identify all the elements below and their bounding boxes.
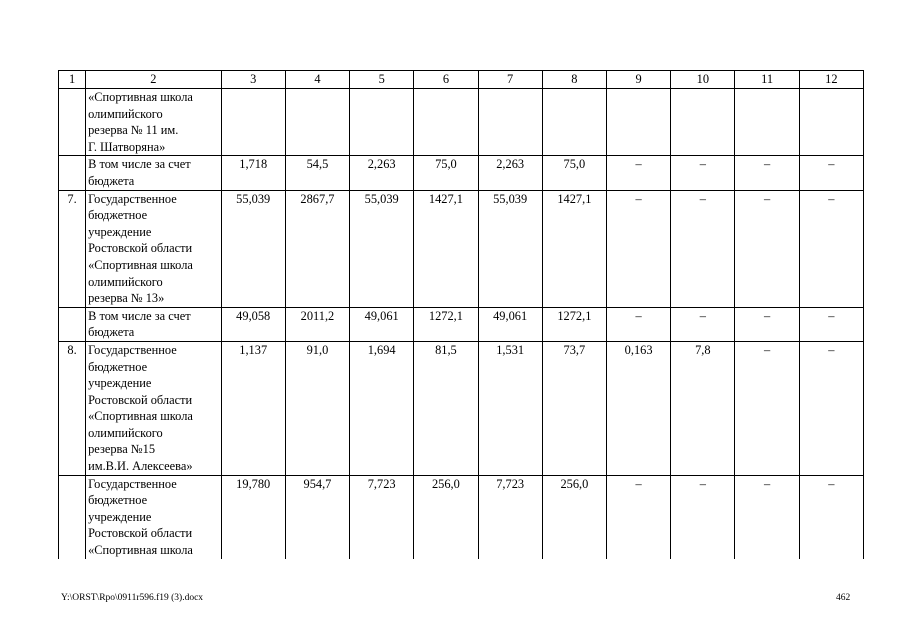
- value-cell: 55,039: [478, 190, 542, 307]
- page-number: 462: [836, 593, 851, 603]
- value-cell: 1272,1: [414, 307, 478, 341]
- value-cell: 1427,1: [542, 190, 606, 307]
- name-line: Государственное: [88, 191, 177, 206]
- institution-name: [86, 156, 222, 190]
- value-cell: –: [799, 341, 863, 475]
- value-cell: –: [799, 190, 863, 307]
- value-cell: [285, 89, 349, 156]
- value-cell: 256,0: [414, 475, 478, 558]
- name-line: «Спортивная школа: [88, 90, 193, 104]
- header-cell: 1: [59, 71, 86, 89]
- name-line: резерва № 13»: [88, 291, 165, 306]
- institution-name: [86, 89, 222, 156]
- value-cell: 7,723: [478, 475, 542, 558]
- name-line: бюджета: [88, 173, 135, 188]
- name-line: Ростовской области: [88, 241, 193, 256]
- value-cell: 0,163: [607, 341, 671, 475]
- table-row: [59, 307, 864, 341]
- institution-name: [86, 341, 222, 475]
- name-line: Ростовской области: [88, 526, 193, 541]
- name-line: «Спортивная школа: [88, 543, 193, 558]
- table-header-row: [59, 71, 864, 89]
- value-cell: [542, 89, 606, 156]
- value-cell: 1427,1: [414, 190, 478, 307]
- name-line: бюджетное: [88, 359, 148, 374]
- value-cell: –: [735, 156, 799, 190]
- value-cell: 75,0: [414, 156, 478, 190]
- row-number: [59, 156, 86, 190]
- name-line: учреждение: [88, 376, 152, 391]
- name-line: резерва № 11 им.: [88, 123, 179, 138]
- institution-name: [86, 190, 222, 307]
- name-line: им.В.И. Алексеева»: [88, 459, 193, 474]
- header-cell: 2: [86, 71, 222, 89]
- name-line: резерва №15: [88, 442, 156, 457]
- table-row: [59, 190, 864, 307]
- header-cell: 10: [671, 71, 735, 89]
- row-number: [59, 89, 86, 156]
- value-cell: –: [735, 307, 799, 341]
- row-number: 7.: [59, 190, 86, 307]
- value-cell: 7,8: [671, 341, 735, 475]
- value-cell: [350, 89, 414, 156]
- value-cell: 2011,2: [285, 307, 349, 341]
- header-cell: 12: [799, 71, 863, 89]
- institution-name: [86, 307, 222, 341]
- value-cell: –: [607, 156, 671, 190]
- value-cell: 19,780: [221, 475, 285, 558]
- value-cell: 73,7: [542, 341, 606, 475]
- value-cell: –: [671, 307, 735, 341]
- value-cell: 54,5: [285, 156, 349, 190]
- value-cell: –: [799, 156, 863, 190]
- name-line: Государственное: [88, 476, 177, 491]
- name-line: бюджетное: [88, 208, 148, 223]
- header-cell: 5: [350, 71, 414, 89]
- name-line: бюджетное: [88, 493, 148, 508]
- row-number: [59, 307, 86, 341]
- name-line: В том числе за счет: [88, 308, 191, 323]
- header-cell: 11: [735, 71, 799, 89]
- name-line: «Спортивная школа: [88, 409, 193, 424]
- value-cell: 49,061: [478, 307, 542, 341]
- value-cell: –: [799, 307, 863, 341]
- name-line: олимпийского: [88, 274, 163, 289]
- row-number: [59, 475, 86, 558]
- value-cell: 1,718: [221, 156, 285, 190]
- institution-name: [86, 475, 222, 558]
- name-line: учреждение: [88, 224, 152, 239]
- value-cell: [478, 89, 542, 156]
- value-cell: –: [735, 190, 799, 307]
- header-cell: 9: [607, 71, 671, 89]
- row-number: 8.: [59, 341, 86, 475]
- value-cell: –: [671, 190, 735, 307]
- value-cell: 2,263: [350, 156, 414, 190]
- value-cell: 1,137: [221, 341, 285, 475]
- value-cell: –: [735, 341, 799, 475]
- value-cell: [221, 89, 285, 156]
- header-cell: 7: [478, 71, 542, 89]
- value-cell: 1272,1: [542, 307, 606, 341]
- name-line: учреждение: [88, 509, 152, 524]
- value-cell: 2,263: [478, 156, 542, 190]
- value-cell: 2867,7: [285, 190, 349, 307]
- table-row: [59, 475, 864, 558]
- value-cell: –: [607, 307, 671, 341]
- value-cell: 256,0: [542, 475, 606, 558]
- value-cell: 954,7: [285, 475, 349, 558]
- header-cell: 6: [414, 71, 478, 89]
- header-cell: 3: [221, 71, 285, 89]
- file-path: Y:\ORST\Rpo\0911r596.f19 (3).docx: [61, 593, 204, 603]
- value-cell: 81,5: [414, 341, 478, 475]
- value-cell: –: [799, 475, 863, 558]
- value-cell: –: [607, 190, 671, 307]
- value-cell: –: [607, 475, 671, 558]
- value-cell: –: [671, 156, 735, 190]
- name-line: В том числе за счет: [88, 157, 191, 172]
- value-cell: 55,039: [350, 190, 414, 307]
- header-cell: 4: [285, 71, 349, 89]
- name-line: бюджета: [88, 325, 135, 340]
- name-line: «Спортивная школа: [88, 257, 193, 272]
- table-row: [59, 156, 864, 190]
- value-cell: 7,723: [350, 475, 414, 558]
- name-line: олимпийского: [88, 106, 163, 121]
- name-line: Ростовской области: [88, 392, 193, 407]
- name-line: олимпийского: [88, 425, 163, 440]
- table-row: [59, 89, 864, 156]
- value-cell: [607, 89, 671, 156]
- value-cell: 75,0: [542, 156, 606, 190]
- value-cell: 49,061: [350, 307, 414, 341]
- data-table: [58, 70, 864, 559]
- value-cell: 91,0: [285, 341, 349, 475]
- value-cell: 49,058: [221, 307, 285, 341]
- value-cell: –: [735, 475, 799, 558]
- value-cell: [671, 89, 735, 156]
- value-cell: [799, 89, 863, 156]
- name-line: Государственное: [88, 342, 177, 357]
- header-cell: 8: [542, 71, 606, 89]
- value-cell: [735, 89, 799, 156]
- value-cell: 55,039: [221, 190, 285, 307]
- value-cell: –: [671, 475, 735, 558]
- value-cell: 1,694: [350, 341, 414, 475]
- name-line: Г. Шатворяна»: [88, 139, 166, 154]
- value-cell: 1,531: [478, 341, 542, 475]
- value-cell: [414, 89, 478, 156]
- table-row: [59, 341, 864, 475]
